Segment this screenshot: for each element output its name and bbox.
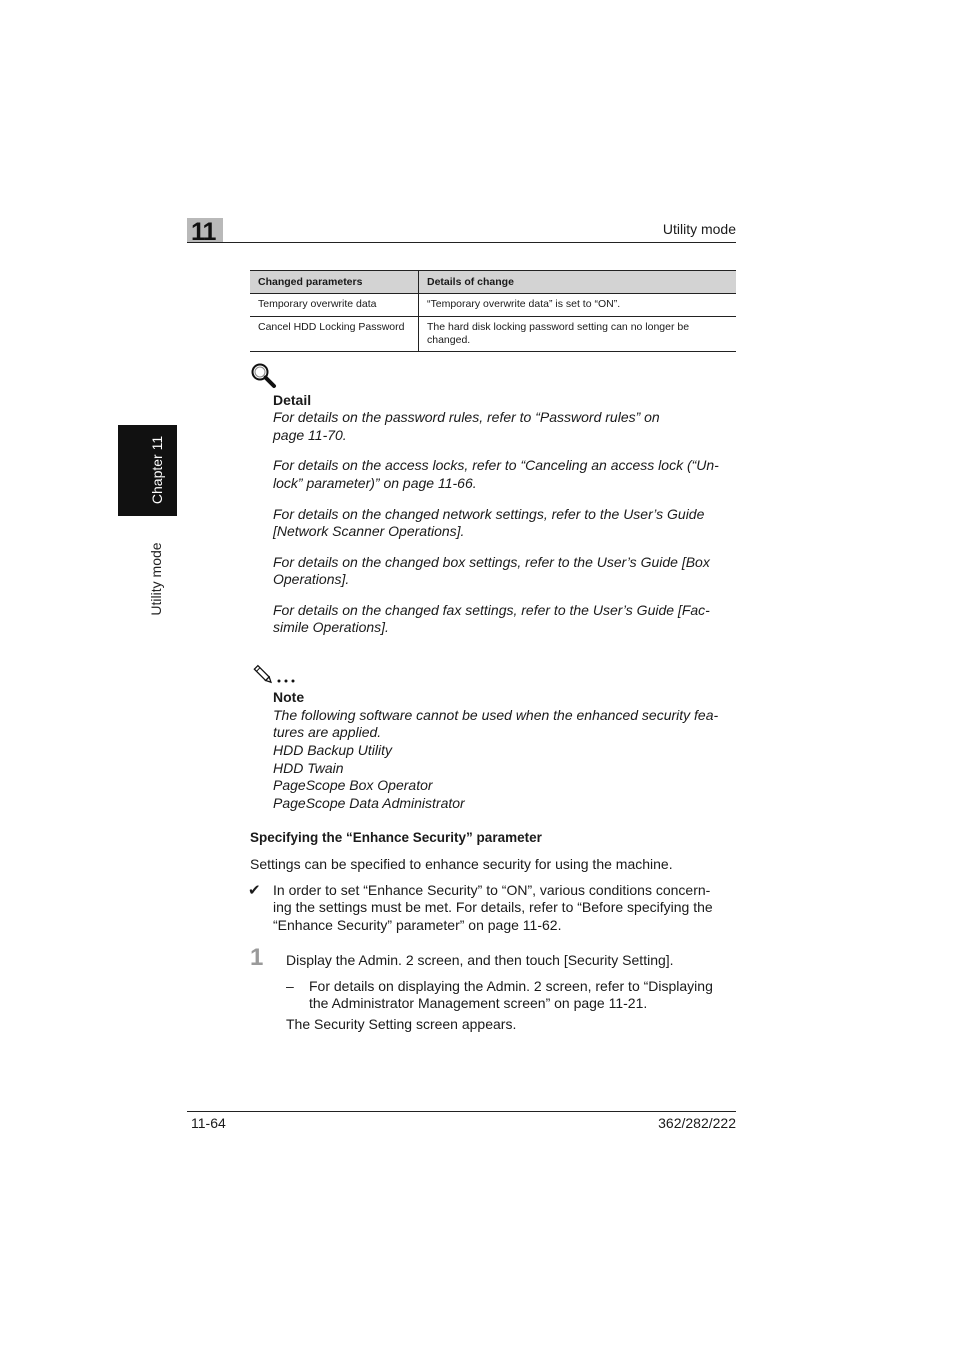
table-row: [250, 317, 736, 352]
footer-rule: [187, 1111, 736, 1112]
detail-line: For details on the changed box settings, refer to the User’s Guide [Box: [273, 554, 710, 570]
step-text: Display the Admin. 2 screen, and then touch [Security Setting].: [286, 952, 674, 968]
table-cell: The hard disk locking password setting can no longer be changed.: [427, 321, 690, 346]
header-rule: [187, 242, 736, 243]
step-result: The Security Setting screen appears.: [286, 1016, 517, 1032]
step-sub-dash: –: [286, 978, 294, 994]
note-software-item: PageScope Box Operator: [273, 777, 433, 793]
detail-line: lock” parameter)” on page 11-66.: [273, 475, 477, 491]
check-line: ing the settings must be met. For details, refer to “Before specifying the: [273, 899, 713, 915]
detail-line: For details on the password rules, refer to “Password rules” on: [273, 409, 660, 425]
detail-line: [Network Scanner Operations].: [273, 523, 465, 539]
check-line: “Enhance Security” parameter” on page 11-62.: [273, 917, 562, 933]
table-header-cell: Details of change: [419, 271, 737, 294]
detail-line: For details on the changed fax settings, refer to the User’s Guide [Fac-: [273, 602, 710, 618]
note-software-item: HDD Twain: [273, 760, 344, 776]
changed-parameters-table: [250, 270, 736, 352]
table-row: [250, 294, 736, 317]
magnifier-icon: [250, 362, 278, 390]
note-line: The following software cannot be used when the enhanced security fea-: [273, 707, 719, 723]
detail-line: For details on the changed network settings, refer to the User’s Guide: [273, 506, 705, 522]
detail-line: Operations].: [273, 571, 350, 587]
check-icon: ✔: [248, 882, 261, 899]
detail-label: Detail: [273, 392, 312, 408]
detail-line: simile Operations].: [273, 619, 389, 635]
page-number: 11-64: [191, 1115, 226, 1131]
note-software-item: HDD Backup Utility: [273, 742, 393, 758]
table-header-row: [250, 271, 736, 294]
step-number: 1: [250, 944, 264, 971]
note-software-item: PageScope Data Administrator: [273, 795, 465, 811]
table-cell: Temporary overwrite data: [250, 294, 419, 317]
step-sub-line: For details on displaying the Admin. 2 screen, refer to “Displaying: [309, 978, 713, 994]
note-label: Note: [273, 689, 305, 705]
side-tab-chapter-label: Chapter 11: [149, 435, 165, 505]
detail-line: page 11-70.: [273, 427, 347, 443]
detail-line: For details on the access locks, refer to “Canceling an access lock (“Un-: [273, 457, 719, 473]
chapter-number-badge: 11: [187, 218, 223, 242]
step-sub-line: the Administrator Management screen” on page 11-21.: [309, 995, 648, 1011]
note-line: tures are applied.: [273, 724, 382, 740]
side-tab-mode-label: Utility mode: [148, 542, 164, 616]
section-heading: Specifying the “Enhance Security” parameter: [250, 830, 542, 845]
section-intro: Settings can be specified to enhance security for using the machine.: [250, 856, 673, 872]
table-header-cell: Changed parameters: [250, 271, 419, 294]
model-numbers: 362/282/222: [658, 1115, 736, 1131]
table-cell: “Temporary overwrite data” is set to “ON”.: [419, 294, 737, 317]
pencil-note-icon: [250, 660, 300, 686]
running-header-title: Utility mode: [662, 221, 736, 237]
check-line: In order to set “Enhance Security” to “ON”, various conditions concern-: [273, 882, 711, 898]
chapter-side-tab: [118, 425, 177, 516]
table-cell: Cancel HDD Locking Password: [250, 317, 419, 352]
